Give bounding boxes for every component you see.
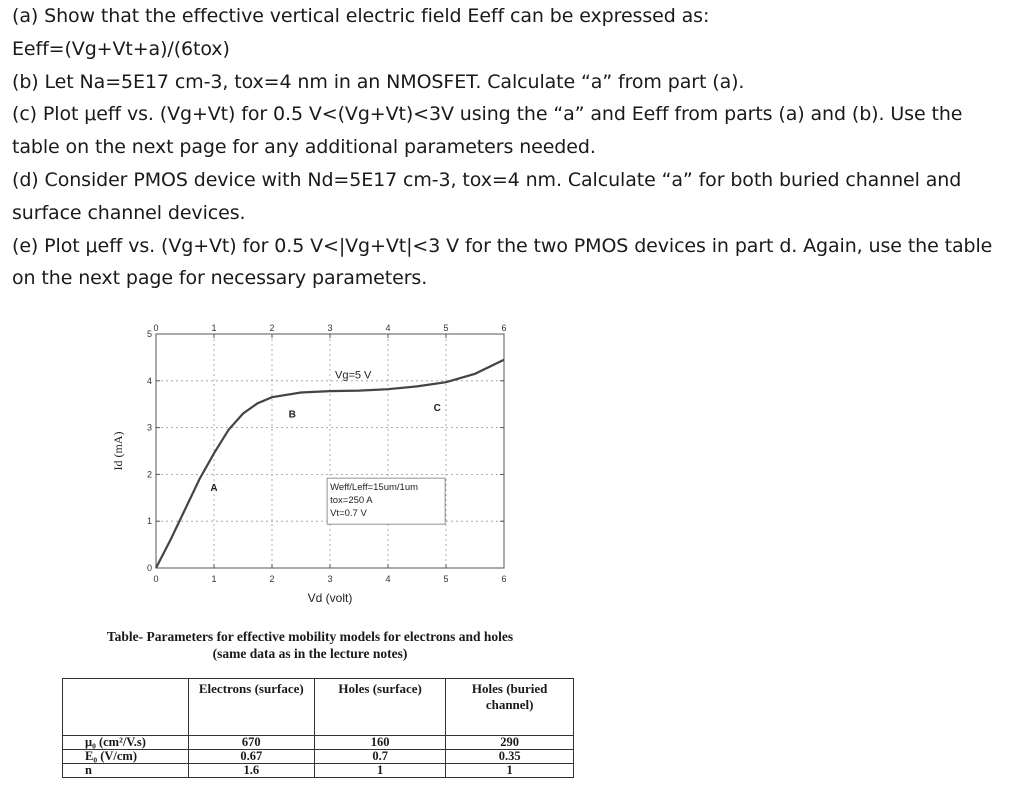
x-tick-label: 2 [269, 574, 275, 584]
table-caption-subtitle: (same data as in the lecture notes) [212, 646, 408, 661]
x-tick-label: 5 [443, 574, 449, 584]
y-tick-label: 2 [146, 469, 152, 480]
x-tick-label-top: 1 [211, 323, 217, 333]
part-e: (e) Plot μeff vs. (Vg+Vt) for 0.5 V<|Vg+Vt|<3 V for the two PMOS devices in part d. Again, use the table on the next page for necessary parameters. [12, 234, 993, 290]
header-empty [63, 679, 189, 736]
table-row [63, 750, 574, 764]
x-tick-label: 0 [153, 574, 159, 584]
row-label-mu0: μ₀ (cm²/V.s) [63, 736, 189, 750]
x-tick-label: 3 [327, 574, 333, 584]
region-label: A [210, 482, 218, 494]
part-c: (c) Plot μeff vs. (Vg+Vt) for 0.5 V<(Vg+Vt)<3V using the “a” and Eeff from parts (a) and (b). Use the table on the next page for any additional parameters needed. [12, 103, 963, 159]
x-tick-label-top: 6 [501, 323, 507, 333]
mobility-parameter-table [62, 678, 574, 778]
region-label: C [433, 403, 441, 415]
y-axis-label: Id (mA) [111, 431, 125, 471]
y-tick-label: 5 [146, 329, 152, 339]
header-electrons-surface: Electrons (surface) [188, 679, 314, 736]
series-line-vg5 [156, 360, 504, 568]
x-tick-label: 1 [211, 574, 217, 584]
device-param-text: tox=250 A [330, 495, 373, 507]
table-cell: 0.67 [188, 750, 314, 764]
table-cell: 160 [314, 736, 445, 750]
y-tick-label: 0 [146, 563, 152, 573]
x-tick-label: 4 [385, 574, 391, 584]
x-tick-label-top: 5 [443, 323, 449, 333]
y-tick-label: 3 [146, 422, 152, 433]
problem-statement [12, 0, 1012, 295]
y-tick-label: 4 [146, 375, 152, 386]
x-tick-label-top: 4 [385, 323, 391, 333]
table-cell: 1.6 [188, 764, 314, 778]
curve-label: Vg=5 V [335, 369, 372, 382]
row-label-n: n [63, 764, 189, 778]
x-axis-label: Vd (volt) [307, 591, 353, 605]
part-d: (d) Consider PMOS device with Nd=5E17 cm-3, tox=4 nm. Calculate “a” for both buried channel and surface channel devices. [12, 168, 962, 224]
x-tick-label-top: 2 [269, 323, 275, 333]
table-cell: 0.35 [446, 750, 574, 764]
table-cell: 670 [188, 736, 314, 750]
x-tick-label-top: 0 [153, 323, 159, 333]
part-a: (a) Show that the effective vertical electric field Eeff can be expressed as: [12, 5, 710, 27]
header-holes-surface: Holes (surface) [314, 679, 445, 736]
eeff-formula: Eeff=(Vg+Vt+a)/(6tox) [12, 37, 230, 60]
table-row [63, 736, 574, 750]
table-cell: 1 [446, 764, 574, 778]
device-param-text: Vt=0.7 V [330, 508, 367, 520]
table-row [63, 764, 574, 778]
x-tick-label-top: 3 [327, 323, 333, 333]
row-label-e0: E₀ (V/cm) [63, 750, 189, 764]
y-tick-label: 1 [146, 516, 152, 527]
x-tick-label: 6 [501, 574, 507, 584]
id-vd-chart [100, 318, 540, 630]
part-b: (b) Let Na=5E17 cm-3, tox=4 nm in an NMOSFET. Calculate “a” from part (a). [12, 70, 745, 93]
table-cell: 290 [446, 736, 574, 750]
device-param-text: Weff/Leff=15um/1um [330, 482, 419, 494]
table-caption-title: Table- Parameters for effective mobility models for electrons and holes [106, 629, 514, 644]
table-cell: 0.7 [314, 750, 445, 764]
table-caption [40, 628, 580, 662]
header-holes-buried: Holes (buried channel) [446, 679, 574, 736]
region-label: B [288, 409, 296, 421]
table-cell: 1 [314, 764, 445, 778]
table-header-row [63, 679, 574, 736]
